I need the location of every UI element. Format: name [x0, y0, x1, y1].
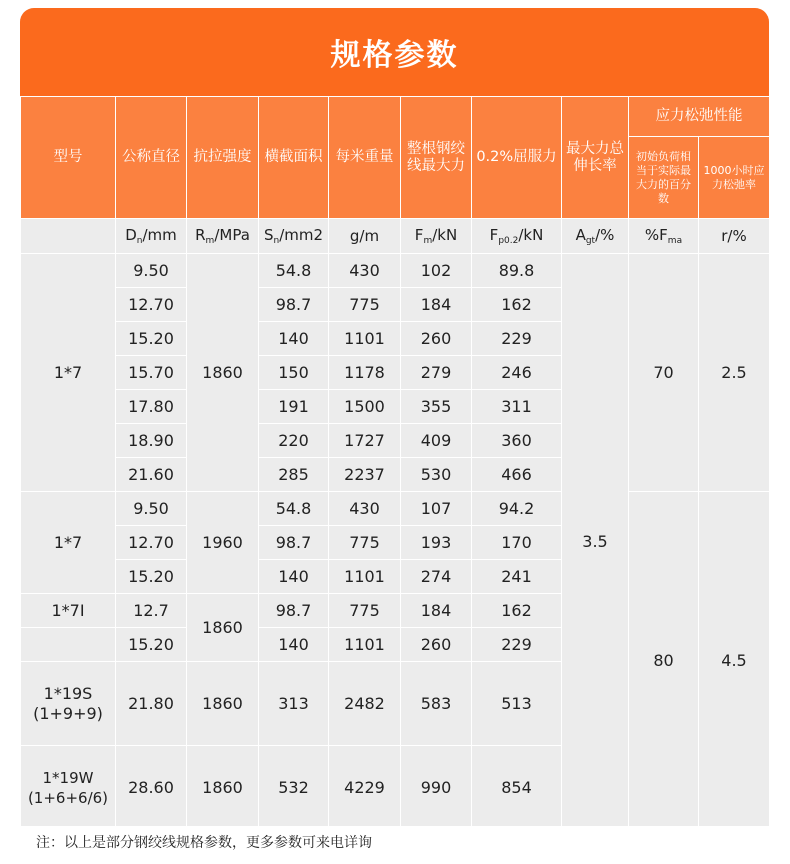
weight-cell: 430 — [329, 254, 401, 288]
max-force-cell: 102 — [401, 254, 472, 288]
diameter-cell: 18.90 — [116, 424, 187, 458]
unit-model — [21, 219, 116, 254]
model-cell: 1*7I — [21, 594, 116, 628]
max-force-cell: 409 — [401, 424, 472, 458]
diameter-cell: 28.60 — [116, 746, 187, 827]
max-force-cell: 184 — [401, 288, 472, 322]
area-cell: 313 — [259, 662, 329, 746]
weight-cell: 775 — [329, 526, 401, 560]
yield-cell: 360 — [472, 424, 562, 458]
weight-cell: 775 — [329, 288, 401, 322]
header-initial-load: 初始负荷相当于实际最大力的百分数 — [629, 137, 699, 219]
unit-area: $S_n/mm2$ — [259, 219, 329, 254]
unit-relax-rate: r/% — [699, 219, 770, 254]
diameter-cell: 12.70 — [116, 526, 187, 560]
unit-weight: g/m — [329, 219, 401, 254]
area-cell: 220 — [259, 424, 329, 458]
area-cell: 140 — [259, 560, 329, 594]
area-cell: 191 — [259, 390, 329, 424]
area-cell: 532 — [259, 746, 329, 827]
footnote: 注：以上是部分钢绞线规格参数，更多参数可来电详询 — [36, 835, 372, 851]
yield-cell: 311 — [472, 390, 562, 424]
area-cell: 150 — [259, 356, 329, 390]
yield-cell: 94.2 — [472, 492, 562, 526]
header-model: 型号 — [21, 97, 116, 219]
max-force-cell: 279 — [401, 356, 472, 390]
max-force-cell: 260 — [401, 628, 472, 662]
yield-cell: 854 — [472, 746, 562, 827]
header-relaxation: 应力松弛性能 — [629, 97, 770, 137]
model-cell: 1*19S (1+9+9) — [21, 662, 116, 746]
tensile-cell: 1860 — [187, 254, 259, 492]
tensile-cell: 1860 — [187, 594, 259, 662]
initial-load-cell: 70 — [629, 254, 699, 492]
tensile-cell: 1960 — [187, 492, 259, 594]
tensile-cell: 1860 — [187, 662, 259, 746]
area-cell: 285 — [259, 458, 329, 492]
max-force-cell: 274 — [401, 560, 472, 594]
yield-cell: 170 — [472, 526, 562, 560]
yield-cell: 162 — [472, 594, 562, 628]
relax-rate-cell: 4.5 — [699, 492, 770, 827]
yield-cell: 241 — [472, 560, 562, 594]
page-title: 规格参数 — [20, 8, 769, 96]
max-force-cell: 260 — [401, 322, 472, 356]
weight-cell: 775 — [329, 594, 401, 628]
diameter-cell: 12.70 — [116, 288, 187, 322]
relax-rate-cell: 2.5 — [699, 254, 770, 492]
area-cell: 54.8 — [259, 492, 329, 526]
diameter-cell: 9.50 — [116, 254, 187, 288]
diameter-cell: 15.20 — [116, 322, 187, 356]
header-diameter: 公称直径 — [116, 97, 187, 219]
tensile-cell: 1860 — [187, 746, 259, 827]
weight-cell: 2237 — [329, 458, 401, 492]
max-force-cell: 990 — [401, 746, 472, 827]
area-cell: 140 — [259, 322, 329, 356]
weight-cell: 1178 — [329, 356, 401, 390]
yield-cell: 466 — [472, 458, 562, 492]
yield-cell: 246 — [472, 356, 562, 390]
weight-cell: 4229 — [329, 746, 401, 827]
weight-cell: 1500 — [329, 390, 401, 424]
weight-cell: 1727 — [329, 424, 401, 458]
diameter-cell: 15.20 — [116, 560, 187, 594]
model-cell: 1*7 — [21, 254, 116, 492]
max-force-cell: 184 — [401, 594, 472, 628]
area-cell: 98.7 — [259, 288, 329, 322]
header-elongation: 最大力总伸长率 — [562, 97, 629, 219]
diameter-cell: 12.7 — [116, 594, 187, 628]
model-cell: 1*7 — [21, 492, 116, 594]
yield-cell: 229 — [472, 628, 562, 662]
max-force-cell: 583 — [401, 662, 472, 746]
area-cell: 98.7 — [259, 526, 329, 560]
model-cell-empty — [21, 628, 116, 662]
header-max-force: 整根钢绞线最大力 — [401, 97, 472, 219]
header-area: 横截面积 — [259, 97, 329, 219]
unit-diameter: $D_n/mm$ — [116, 219, 187, 254]
diameter-cell: 15.70 — [116, 356, 187, 390]
area-cell: 140 — [259, 628, 329, 662]
diameter-cell: 9.50 — [116, 492, 187, 526]
max-force-cell: 193 — [401, 526, 472, 560]
spec-card — [20, 8, 769, 826]
diameter-cell: 21.60 — [116, 458, 187, 492]
diameter-cell: 21.80 — [116, 662, 187, 746]
max-force-cell: 107 — [401, 492, 472, 526]
weight-cell: 430 — [329, 492, 401, 526]
weight-cell: 1101 — [329, 560, 401, 594]
max-force-cell: 355 — [401, 390, 472, 424]
weight-cell: 2482 — [329, 662, 401, 746]
model-cell: 1*19W (1+6+6/6) — [21, 746, 116, 827]
unit-tensile: $R_m$/MPa — [187, 219, 259, 254]
yield-cell: 229 — [472, 322, 562, 356]
unit-initial-load: $\%F_{ma}$ — [629, 219, 699, 254]
initial-load-cell: 80 — [629, 492, 699, 827]
header-weight: 每米重量 — [329, 97, 401, 219]
max-force-cell: 530 — [401, 458, 472, 492]
diameter-cell: 15.20 — [116, 628, 187, 662]
area-cell: 98.7 — [259, 594, 329, 628]
spec-table — [20, 96, 769, 826]
unit-yield: $F_{p0.2}/kN$ — [472, 219, 562, 254]
area-cell: 54.8 — [259, 254, 329, 288]
header-relax-rate: 1000小时应力松弛率 — [699, 137, 770, 219]
yield-cell: 89.8 — [472, 254, 562, 288]
yield-cell: 162 — [472, 288, 562, 322]
unit-elongation: $A_{gt}/\%$ — [562, 219, 629, 254]
header-yield: 0.2%屈服力 — [472, 97, 562, 219]
elongation-cell: 3.5 — [562, 254, 629, 827]
diameter-cell: 17.80 — [116, 390, 187, 424]
yield-cell: 513 — [472, 662, 562, 746]
unit-max-force: $F_m/kN$ — [401, 219, 472, 254]
weight-cell: 1101 — [329, 322, 401, 356]
weight-cell: 1101 — [329, 628, 401, 662]
header-tensile: 抗拉强度 — [187, 97, 259, 219]
